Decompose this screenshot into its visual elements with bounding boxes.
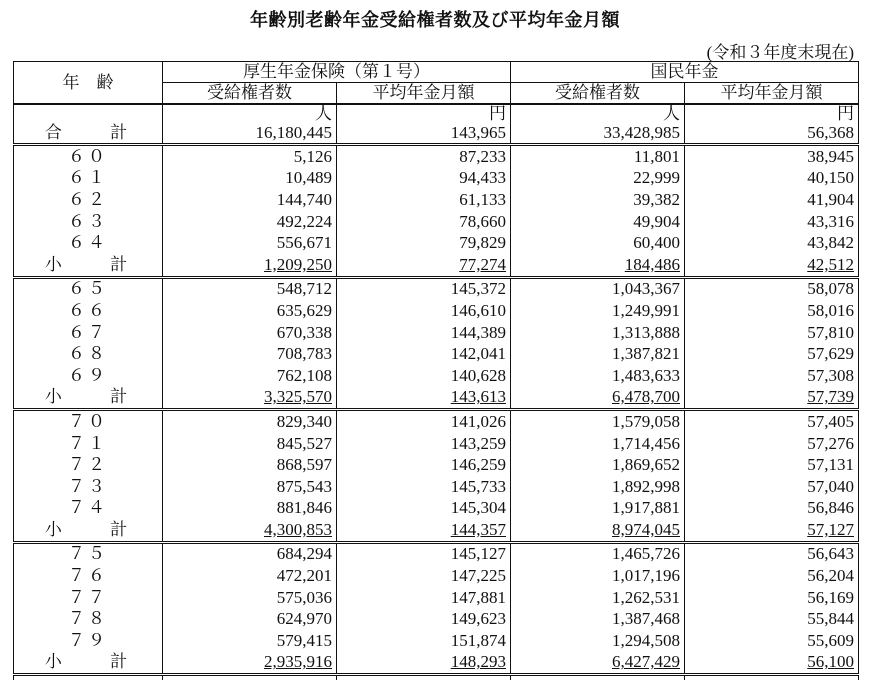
subtotal-row-label: 小 計: [14, 387, 163, 410]
age-row-value: 78,660: [337, 211, 511, 233]
subtotal-row-value: 148,293: [337, 652, 511, 675]
header-age: 年 齢: [14, 62, 163, 105]
age-row-value: 708,783: [163, 343, 337, 365]
age-row-value: 1,262,531: [511, 587, 685, 609]
age-row-value: 11,801: [511, 145, 685, 168]
age-row-value: 40,150: [685, 168, 859, 190]
age-row: [14, 343, 859, 365]
age-row-value: 684,294: [163, 542, 337, 565]
age-row-label: ７２: [14, 454, 163, 476]
age-row-value: 141,026: [337, 410, 511, 433]
age-row-value: 149,623: [337, 608, 511, 630]
unit-yen: 円: [337, 104, 511, 123]
age-row-value: 1,714,456: [511, 433, 685, 455]
age-row-value: 49,904: [511, 211, 685, 233]
total-value: 33,428,985: [511, 123, 685, 145]
age-row-label: ７８: [14, 608, 163, 630]
age-row-value: 146,610: [337, 300, 511, 322]
age-row-value: 635,629: [163, 300, 337, 322]
age-row-value: 762,108: [163, 365, 337, 387]
age-row-value: 145,733: [337, 476, 511, 498]
unit-people: 人: [163, 104, 337, 123]
unit-yen: 円: [685, 104, 859, 123]
age-row-value: 1,387,821: [511, 343, 685, 365]
total-row: [14, 123, 859, 145]
subtotal-row-label: 小 計: [14, 652, 163, 675]
age-row-label: ６５: [14, 277, 163, 300]
age-row-value: 87,233: [337, 145, 511, 168]
header-kosei-nenkin: 厚生年金保険（第１号）: [163, 62, 511, 83]
age-row-value: 143,259: [337, 433, 511, 455]
age-row-value: 624,970: [163, 608, 337, 630]
age-row-value: 56,846: [685, 498, 859, 520]
age-row-value: 144,740: [163, 189, 337, 211]
age-row-value: 548,712: [163, 277, 337, 300]
subtotal-row-value: 6,427,429: [511, 652, 685, 675]
pension-table: [13, 61, 859, 680]
age-row-value: 58,078: [685, 277, 859, 300]
age-row-value: 142,041: [337, 343, 511, 365]
age-row-value: 147,225: [337, 565, 511, 587]
age-row-value: 145,304: [337, 498, 511, 520]
age-row-label: ６２: [14, 189, 163, 211]
header-kokumin-nenkin: 国民年金: [511, 62, 859, 83]
subtotal-row-value: 6,478,700: [511, 387, 685, 410]
age-row-value: 41,904: [685, 189, 859, 211]
total-label: 合 計: [14, 123, 163, 145]
age-row: [14, 454, 859, 476]
age-row-value: 94,433: [337, 168, 511, 190]
subtotal-row-value: 184,486: [511, 254, 685, 277]
subtotal-row: [14, 652, 859, 675]
age-row-value: 145,372: [337, 277, 511, 300]
subtotal-row-label: 小 計: [14, 254, 163, 277]
total-value: 16,180,445: [163, 123, 337, 145]
subtotal-row-label: 小 計: [14, 519, 163, 542]
age-row-value: 1,579,058: [511, 410, 685, 433]
table-bottom-border: [14, 675, 859, 680]
subtotal-row-value: 2,935,916: [163, 652, 337, 675]
age-row-value: 492,224: [163, 211, 337, 233]
age-row-value: 1,869,652: [511, 454, 685, 476]
subtotal-row-value: 3,325,570: [163, 387, 337, 410]
age-row: [14, 630, 859, 652]
age-row-value: 56,169: [685, 587, 859, 609]
subtotal-row-value: 77,274: [337, 254, 511, 277]
age-row: [14, 542, 859, 565]
age-row-value: 60,400: [511, 232, 685, 254]
age-row-value: 57,810: [685, 322, 859, 344]
age-row-label: ６４: [14, 232, 163, 254]
age-row-value: 57,040: [685, 476, 859, 498]
subtotal-row-value: 57,127: [685, 519, 859, 542]
age-row-value: 39,382: [511, 189, 685, 211]
age-row-label: ６８: [14, 343, 163, 365]
document-title: 年齢別老齢年金受給権者数及び平均年金月額: [250, 10, 620, 31]
age-row-value: 1,387,468: [511, 608, 685, 630]
age-row-value: 57,276: [685, 433, 859, 455]
age-row-label: ６６: [14, 300, 163, 322]
age-row-value: 1,483,633: [511, 365, 685, 387]
age-row-value: 57,308: [685, 365, 859, 387]
age-row: [14, 277, 859, 300]
age-row-value: 140,628: [337, 365, 511, 387]
age-row-label: ７１: [14, 433, 163, 455]
unit-people: 人: [511, 104, 685, 123]
age-row-value: 579,415: [163, 630, 337, 652]
age-row-value: 5,126: [163, 145, 337, 168]
age-row-value: 868,597: [163, 454, 337, 476]
age-row-value: 43,842: [685, 232, 859, 254]
age-row-value: 472,201: [163, 565, 337, 587]
age-row-value: 1,465,726: [511, 542, 685, 565]
as-of-date: (令和３年度末現在): [706, 43, 854, 62]
age-row-value: 55,609: [685, 630, 859, 652]
age-row: [14, 498, 859, 520]
total-value: 56,368: [685, 123, 859, 145]
age-row-value: 1,017,196: [511, 565, 685, 587]
age-row-value: 829,340: [163, 410, 337, 433]
age-row-value: 1,249,991: [511, 300, 685, 322]
age-row-label: ６１: [14, 168, 163, 190]
subtotal-row-value: 56,100: [685, 652, 859, 675]
age-row-value: 57,629: [685, 343, 859, 365]
age-row: [14, 145, 859, 168]
age-row-label: ７９: [14, 630, 163, 652]
age-row-value: 1,917,881: [511, 498, 685, 520]
age-row-value: 556,671: [163, 232, 337, 254]
age-row: [14, 232, 859, 254]
age-row-value: 145,127: [337, 542, 511, 565]
age-row-value: 61,133: [337, 189, 511, 211]
age-row-value: 43,316: [685, 211, 859, 233]
age-row: [14, 300, 859, 322]
header-kokumin-recipients: 受給権者数: [511, 83, 685, 105]
age-row-value: 57,405: [685, 410, 859, 433]
age-row-label: ６９: [14, 365, 163, 387]
age-row: [14, 476, 859, 498]
age-row: [14, 211, 859, 233]
age-row-value: 845,527: [163, 433, 337, 455]
age-row: [14, 587, 859, 609]
age-row: [14, 565, 859, 587]
age-row-value: 144,389: [337, 322, 511, 344]
subtotal-row-value: 144,357: [337, 519, 511, 542]
header-kosei-avg: 平均年金月額: [337, 83, 511, 105]
age-row: [14, 365, 859, 387]
age-row-value: 38,945: [685, 145, 859, 168]
age-row-value: 575,036: [163, 587, 337, 609]
age-row-label: ６０: [14, 145, 163, 168]
subtotal-row-value: 143,613: [337, 387, 511, 410]
age-row-label: ７６: [14, 565, 163, 587]
age-row-value: 875,543: [163, 476, 337, 498]
header-kokumin-avg: 平均年金月額: [685, 83, 859, 105]
subtotal-row-value: 42,512: [685, 254, 859, 277]
subtotal-row-value: 1,209,250: [163, 254, 337, 277]
subtotal-row-value: 57,739: [685, 387, 859, 410]
header-kosei-recipients: 受給権者数: [163, 83, 337, 105]
age-row-value: 1,313,888: [511, 322, 685, 344]
age-row-label: ７４: [14, 498, 163, 520]
subtotal-row: [14, 519, 859, 542]
age-row-label: ６３: [14, 211, 163, 233]
age-row-value: 79,829: [337, 232, 511, 254]
age-row-value: 146,259: [337, 454, 511, 476]
age-row-value: 1,294,508: [511, 630, 685, 652]
age-row-value: 56,204: [685, 565, 859, 587]
age-row-value: 1,892,998: [511, 476, 685, 498]
age-row: [14, 433, 859, 455]
age-row: [14, 322, 859, 344]
total-value: 143,965: [337, 123, 511, 145]
age-row: [14, 608, 859, 630]
age-row-value: 56,643: [685, 542, 859, 565]
age-row-label: ７５: [14, 542, 163, 565]
age-row-value: 58,016: [685, 300, 859, 322]
subtotal-row: [14, 387, 859, 410]
age-row-value: 57,131: [685, 454, 859, 476]
age-row: [14, 410, 859, 433]
age-row-label: ７７: [14, 587, 163, 609]
age-row: [14, 168, 859, 190]
age-row-value: 55,844: [685, 608, 859, 630]
subtotal-row-value: 8,974,045: [511, 519, 685, 542]
age-row-label: ６７: [14, 322, 163, 344]
age-row-value: 881,846: [163, 498, 337, 520]
subtotal-row: [14, 254, 859, 277]
age-row-value: 151,874: [337, 630, 511, 652]
subtotal-row-value: 4,300,853: [163, 519, 337, 542]
age-row: [14, 189, 859, 211]
age-row-label: ７３: [14, 476, 163, 498]
age-row-label: ７０: [14, 410, 163, 433]
age-row-value: 10,489: [163, 168, 337, 190]
age-row-value: 147,881: [337, 587, 511, 609]
age-row-value: 670,338: [163, 322, 337, 344]
age-row-value: 1,043,367: [511, 277, 685, 300]
unit-row: [14, 104, 859, 123]
age-row-value: 22,999: [511, 168, 685, 190]
